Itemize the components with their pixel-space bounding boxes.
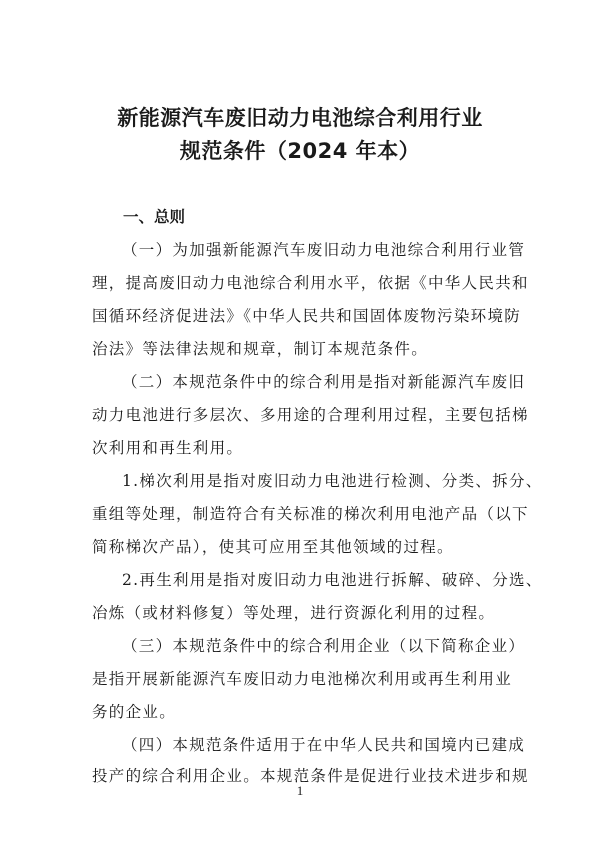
body-line-9: 重组等处理，制造符合有关标准的梯次利用电池产品（以下: [92, 505, 529, 523]
body-line-12: 冶炼（或材料修复）等处理，进行资源化利用的过程。: [92, 604, 496, 622]
document-title-line-2: 规范条件（2024 年本）: [179, 139, 421, 163]
body-line-6: 动力电池进行多层次、多用途的合理利用过程，主要包括梯: [92, 406, 529, 424]
body-line-17: 投产的综合利用企业。本规范条件是促进行业技术进步和规: [92, 767, 529, 785]
body-line-7: 次利用和再生利用。: [92, 439, 244, 457]
body-line-3: 国循环经济促进法》《中华人民共和国固体废物污染环境防: [92, 307, 522, 325]
body-line-15: 务的企业。: [92, 703, 177, 721]
body-line-5: （二）本规范条件中的综合利用是指对新能源汽车废旧: [122, 373, 526, 391]
section-heading: 一、总则: [123, 208, 186, 226]
body-line-8: 1.梯次利用是指对废旧动力电池进行检测、分类、拆分、: [122, 472, 543, 490]
body-line-2: 理，提高废旧动力电池综合利用水平，依据《中华人民共和: [92, 274, 529, 292]
body-line-4: 治法》等法律法规和规章，制订本规范条件。: [92, 340, 429, 358]
body-line-10: 简称梯次产品），使其可应用至其他领域的过程。: [92, 538, 454, 556]
body-line-16: （四）本规范条件适用于在中华人民共和国境内已建成: [122, 736, 526, 754]
body-line-13: （三）本规范条件中的综合利用企业（以下简称企业）: [122, 637, 526, 655]
document-title-line-1: 新能源汽车废旧动力电池综合利用行业: [117, 106, 483, 130]
body-line-11: 2.再生利用是指对废旧动力电池进行拆解、破碎、分选、: [122, 571, 543, 589]
body-line-1: （一）为加强新能源汽车废旧动力电池综合利用行业管: [122, 241, 526, 259]
body-line-14: 是指开展新能源汽车废旧动力电池梯次利用或再生利用业: [92, 670, 513, 688]
page-number: 1: [296, 783, 304, 798]
